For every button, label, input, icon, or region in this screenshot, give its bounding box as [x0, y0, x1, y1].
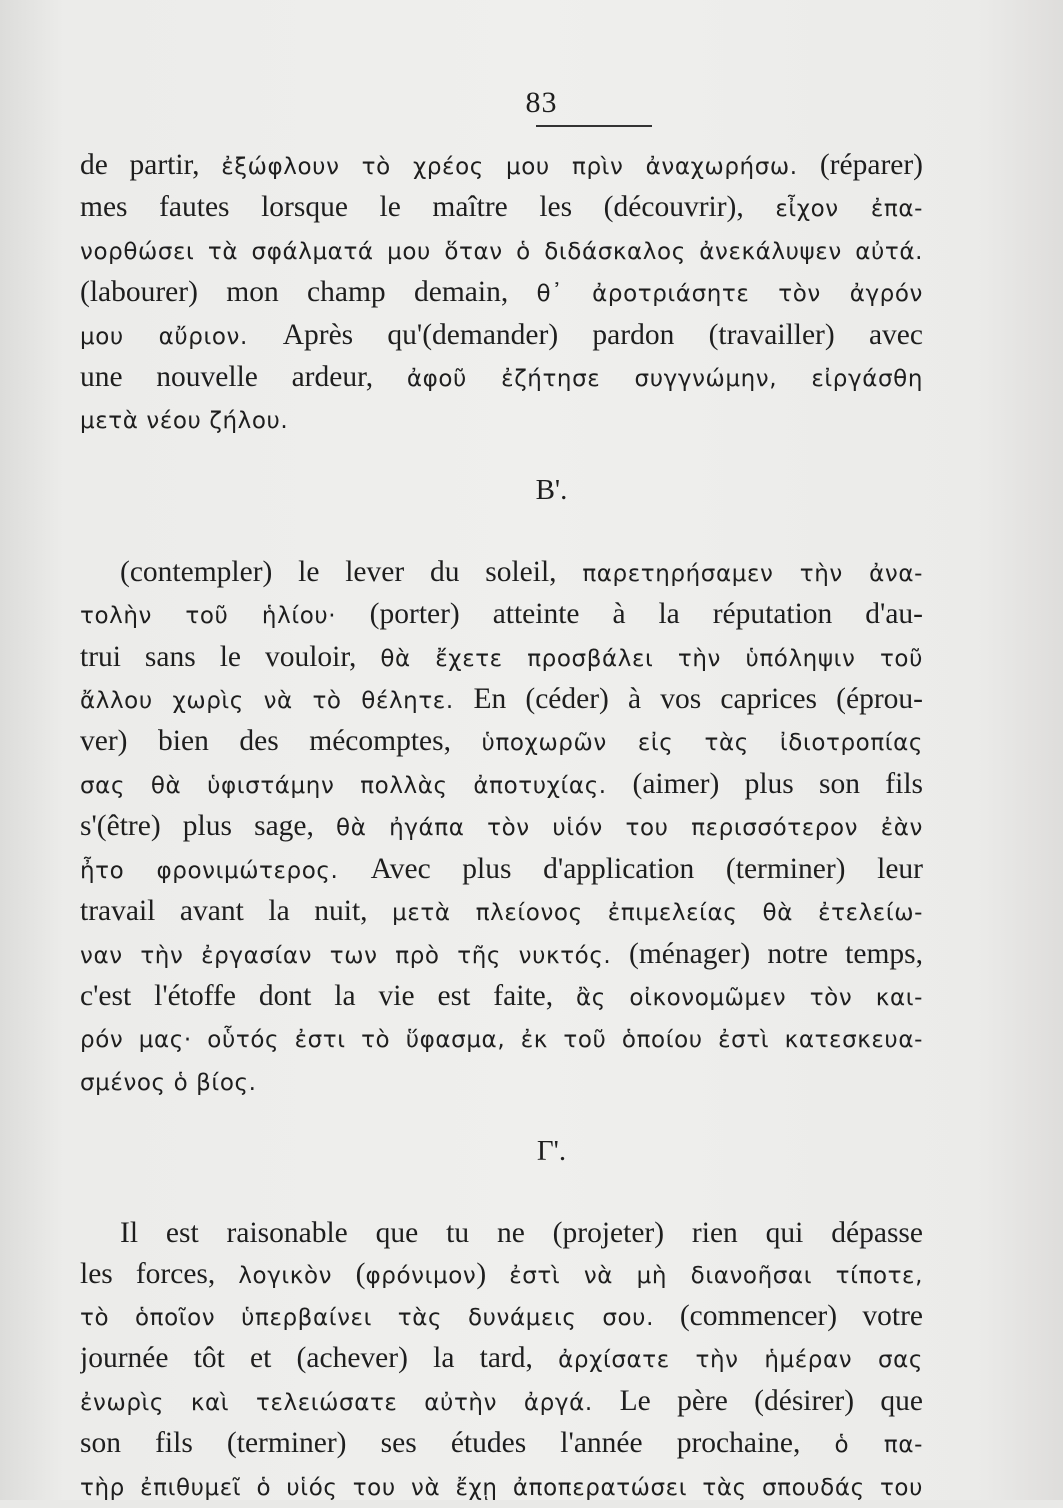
text-line: une nouvelle ardeur, ἀφοῦ ἐζήτησε συγγνώμην, εἰργάσθη [80, 361, 923, 394]
page-number: 83 [525, 86, 558, 119]
paragraph-1 [80, 145, 923, 442]
text-line: τολὴν τοῦ ἡλίου· (porter) atteinte à la réputation d'au- [80, 598, 923, 631]
text-line: σμένος ὁ βίος. [80, 1069, 257, 1096]
text-line: μου αὔριον. Après qu'(demander) pardon (travailler) avec [80, 318, 923, 351]
text-line: τὴρ ἐπιθυμεῖ ὁ υἱός του νὰ ἔχῃ ἀποπερατώσει τὰς σπουδάς του [80, 1474, 923, 1501]
section-heading-c: Γ'. [536, 1135, 567, 1168]
text-line: travail avant la nuit, μετὰ πλείονος ἐπιμελείας θὰ ἐτελείω- [80, 895, 923, 928]
text-line: journée tôt et (achever) la tard, ἀρχίσατε τὴν ἡμέραν σας [80, 1342, 923, 1375]
text-line: de partir, ἐξώφλουν τὸ χρέος μου πρὶν ἀναχωρήσω. (réparer) [80, 149, 923, 181]
text-line: ἦτο φρονιμώτερος. Avec plus d'application (terminer) leur [80, 852, 923, 885]
text-line: ρόν μας· οὗτός ἐστι τὸ ὕφασμα, ἐκ τοῦ ὁποίου ἐστὶ κατεσκευα- [80, 1027, 923, 1054]
text-line: mes fautes lorsque le maître les (découvrir), εἶχον ἐπα- [80, 191, 923, 224]
text-line: Il est raisonable que tu ne (projeter) rien qui dépasse [120, 1217, 923, 1250]
text-line: (contempler) le lever du soleil, παρετηρήσαμεν τὴν ἀνα- [120, 555, 923, 588]
text-line: νορθώσει τὰ σφάλματά μου ὅταν ὁ διδάσκαλος ἀνεκάλυψεν αὐτά. [80, 238, 923, 265]
paragraph-2 [80, 552, 923, 1103]
text-line: s'(être) plus sage, θὰ ἠγάπα τὸν υἱόν του περισσότερον ἐὰν [80, 810, 923, 843]
text-line: son fils (terminer) ses études l'année prochaine, ὁ πα- [80, 1427, 923, 1460]
paragraph-3 [80, 1213, 923, 1508]
text-line: ναν τὴν ἐργασίαν των πρὸ τῆς νυκτός. (ménager) notre temps, [80, 937, 923, 970]
text-line: ver) bien des mécomptes, ὑποχωρῶν εἰς τὰς ἰδιοτροπίας [80, 725, 923, 758]
text-line: ἐνωρὶς καὶ τελειώσατε αὐτὴν ἀργά. Le père (désirer) que [80, 1384, 923, 1417]
text-line: c'est l'étoffe dont la vie est faite, ἂς οἰκονομῶμεν τὸν και- [80, 979, 923, 1012]
text-line: les forces, λογικὸν (φρόνιμον) ἐστὶ νὰ μὴ διανοῆσαι τίποτε, [80, 1257, 923, 1290]
section-heading-b: B'. [535, 473, 568, 506]
text-line: trui sans le vouloir, θὰ ἔχετε προσβάλει τὴν ὑπόληψιν τοῦ [80, 640, 923, 673]
text-line: (labourer) mon champ demain, θ᾽ ἀροτριάσητε τὸν ἀγρόν [80, 276, 923, 309]
text-line: σας θὰ ὑφιστάμην πολλὰς ἀποτυχίας. (aimer) plus son fils [80, 767, 923, 800]
page-number-rule [536, 125, 652, 127]
text-line: ἄλλου χωρὶς νὰ τὸ θέλητε. En (céder) à vos caprices (éprou- [80, 683, 923, 716]
text-line: μετὰ νέου ζήλου. [80, 408, 289, 435]
text-line: τὸ ὁποῖον ὑπερβαίνει τὰς δυνάμεις σου. (commencer) votre [80, 1299, 923, 1332]
